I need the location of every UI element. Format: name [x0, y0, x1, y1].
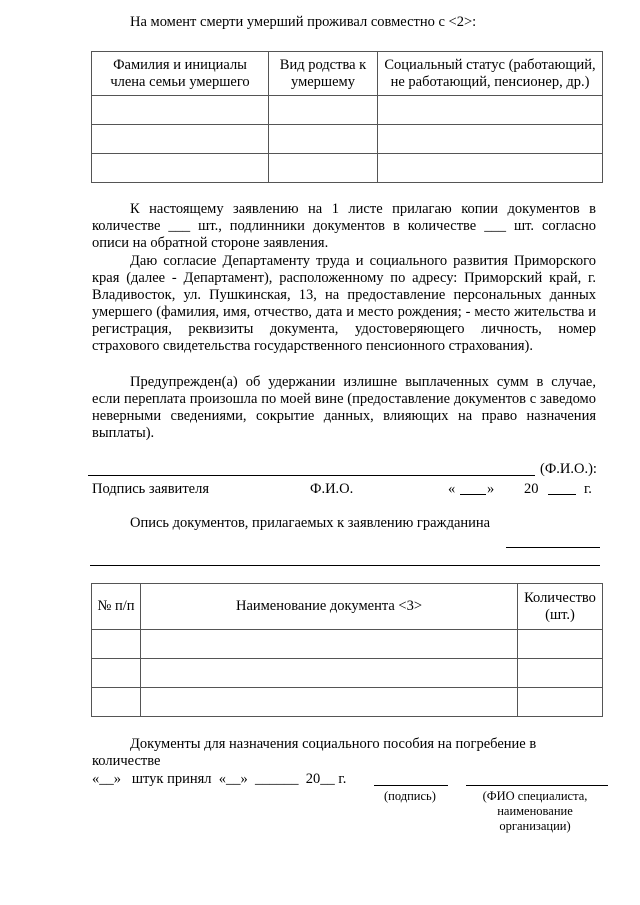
caption-fio: (ФИО специалиста, наименование организации)	[482, 789, 588, 833]
family-table	[91, 51, 603, 183]
table-row	[92, 96, 603, 125]
docs-table-header-quantity: Количество (шт.)	[518, 584, 603, 630]
table-cell[interactable]	[518, 630, 603, 659]
table-cell[interactable]	[92, 125, 269, 154]
acceptance-text: Документы для назначения социального пособия на погребение в количестве	[92, 736, 537, 769]
signature-line[interactable]	[88, 475, 535, 476]
signature-label: Подпись заявителя	[92, 481, 209, 497]
table-row	[92, 630, 603, 659]
paragraph-warning: Предупрежден(а) об удержании излишне выплаченных сумм в случае, если переплата произошла по моей вине (предоставление документов с заведомо неверными сведениями, сокрытие данных, влияющих на право назначения выплаты).	[92, 374, 596, 441]
table-cell[interactable]	[269, 154, 378, 183]
table-cell[interactable]	[92, 96, 269, 125]
table-cell[interactable]	[518, 659, 603, 688]
family-table-header-name: Фамилия и инициалы члена семьи умершего	[92, 52, 269, 96]
family-table-header-relation: Вид родства к умершему	[269, 52, 378, 96]
table-cell[interactable]	[141, 630, 518, 659]
acceptance-line: «__» штук принял «__» ______ 20__ г.	[92, 771, 347, 787]
table-cell[interactable]	[92, 630, 141, 659]
table-cell[interactable]	[518, 688, 603, 717]
specialist-signature-field[interactable]	[374, 785, 448, 786]
table-cell[interactable]	[141, 688, 518, 717]
paragraph-attachments: К настоящему заявлению на 1 листе прилагаю копии документов в количестве ___ шт., подлинники документов в количестве ___ шт. согласно описи на обратной стороне заявления.	[92, 201, 596, 251]
docs-table-header-name: Наименование документа <3>	[141, 584, 518, 630]
year-suffix: г.	[584, 481, 592, 497]
table-cell[interactable]	[92, 659, 141, 688]
table-row	[92, 659, 603, 688]
table-cell[interactable]	[269, 125, 378, 154]
year-field[interactable]	[548, 494, 576, 495]
documents-table	[91, 583, 603, 717]
date-close-quote: »	[487, 481, 495, 497]
table-row	[92, 688, 603, 717]
table-row	[92, 125, 603, 154]
family-table-header-status: Социальный статус (работающий, не работающий, пенсионер, др.)	[378, 52, 603, 96]
date-open-quote: «	[448, 481, 456, 497]
inventory-blank-field[interactable]	[506, 547, 600, 548]
fio-label: Ф.И.О.	[310, 481, 354, 497]
inventory-title: Опись документов, прилагаемых к заявлению гражданина	[130, 515, 491, 531]
table-cell[interactable]	[92, 688, 141, 717]
inventory-divider	[90, 565, 600, 566]
table-cell[interactable]	[141, 659, 518, 688]
intro-line: На момент смерти умерший проживал совместно с <2>:	[130, 14, 477, 30]
table-cell[interactable]	[92, 154, 269, 183]
table-cell[interactable]	[269, 96, 378, 125]
date-day-field[interactable]	[460, 494, 486, 495]
caption-signature: (подпись)	[384, 789, 436, 803]
table-cell[interactable]	[378, 154, 603, 183]
docs-table-header-number: № п/п	[92, 584, 141, 630]
fio-end-label: (Ф.И.О.):	[540, 461, 597, 477]
paragraph-consent: Даю согласие Департаменту труда и социального развития Приморского края (далее - Департамент), расположенному по адресу: Приморский край, г. Владивосток, ул. Пушкинская, 13, на предоставление персональных данных умершего (фамилия, имя, отчество, дата и место рождения; - место жительства и регистрация, реквизиты документа, удостоверяющего личность, номер страхового свидетельства государственного пенсионного страхования).	[92, 253, 596, 354]
specialist-fio-field[interactable]	[466, 785, 608, 786]
year-prefix: 20	[524, 481, 539, 497]
table-cell[interactable]	[378, 125, 603, 154]
table-cell[interactable]	[378, 96, 603, 125]
table-row	[92, 154, 603, 183]
